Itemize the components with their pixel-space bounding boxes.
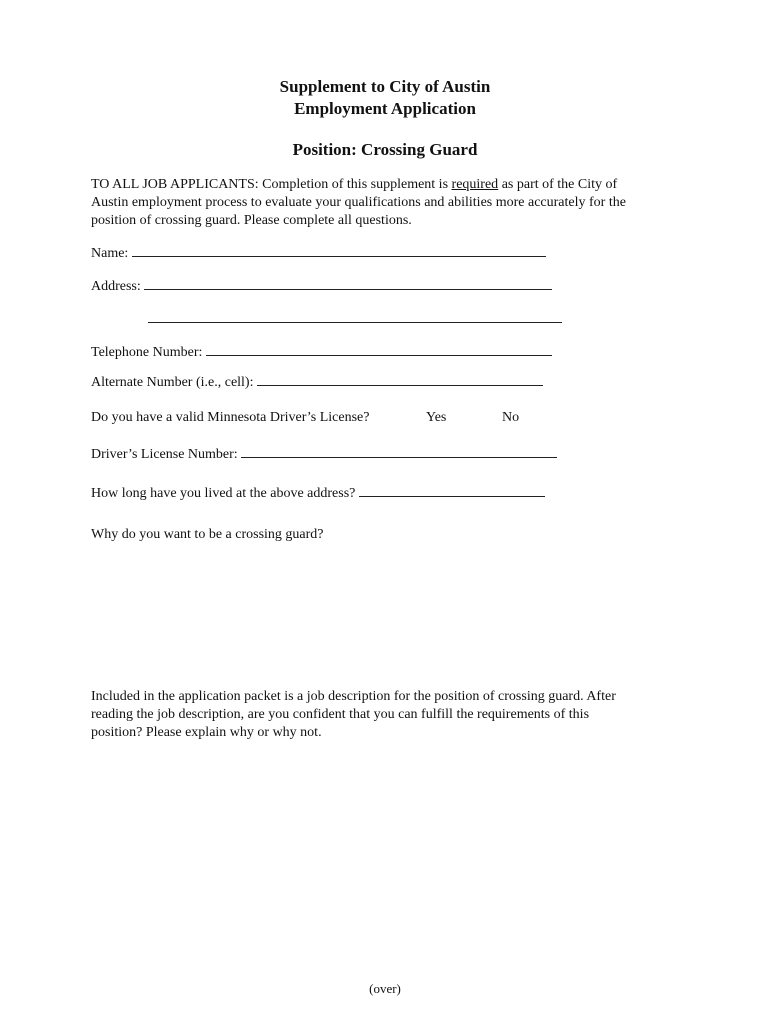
name-label: Name:: [91, 246, 129, 261]
how-long-row: [91, 484, 545, 503]
address-label: Address:: [91, 279, 141, 294]
job-description-paragraph: [91, 688, 691, 742]
address-blank-1[interactable]: [144, 277, 552, 290]
license-question: Do you have a valid Minnesota Driver’s License?: [91, 410, 370, 425]
intro-line-1-pre: TO ALL JOB APPLICANTS: Completion of this supplement is: [91, 177, 452, 192]
license-yes-option[interactable]: Yes: [426, 410, 447, 425]
telephone-blank[interactable]: [206, 343, 552, 356]
alternate-blank[interactable]: [257, 373, 543, 386]
how-long-blank[interactable]: [359, 484, 545, 497]
intro-line-2: Austin employment process to evaluate your qualifications and abilities more accurately for the: [91, 195, 626, 210]
job-description-line-2: reading the job description, are you confident that you can fulfill the requirements of this: [91, 707, 590, 722]
job-description-line-3: position? Please explain why or why not.: [91, 725, 322, 740]
intro-line-1-post: as part of the City of: [498, 177, 618, 192]
alternate-field-row: [91, 373, 543, 392]
license-no-option[interactable]: No: [502, 410, 520, 425]
title-line-1: Supplement to City of Austin: [279, 77, 491, 96]
license-number-row: [91, 445, 557, 464]
position-title: Position: Crossing Guard: [292, 140, 478, 159]
how-long-label: How long have you lived at the above address?: [91, 486, 356, 501]
intro-paragraph: [91, 176, 691, 230]
title-line-2: Employment Application: [294, 99, 476, 118]
address-field-row: [91, 277, 552, 296]
intro-line-3: position of crossing guard. Please complete all questions.: [91, 213, 412, 228]
why-question: Why do you want to be a crossing guard?: [91, 527, 324, 542]
name-field-row: [91, 244, 546, 263]
job-description-line-1: Included in the application packet is a job description for the position of crossing guard. After: [91, 689, 616, 704]
telephone-field-row: [91, 343, 552, 362]
license-number-blank[interactable]: [241, 445, 557, 458]
alternate-label: Alternate Number (i.e., cell):: [91, 375, 254, 390]
address-blank-2[interactable]: [148, 310, 562, 323]
intro-line-1: [91, 176, 691, 194]
over-footer: (over): [369, 981, 401, 996]
license-number-label: Driver’s License Number:: [91, 447, 238, 462]
required-word: required: [451, 177, 499, 192]
telephone-label: Telephone Number:: [91, 345, 203, 360]
name-blank[interactable]: [132, 244, 546, 257]
address-line-2-row: [148, 310, 562, 329]
